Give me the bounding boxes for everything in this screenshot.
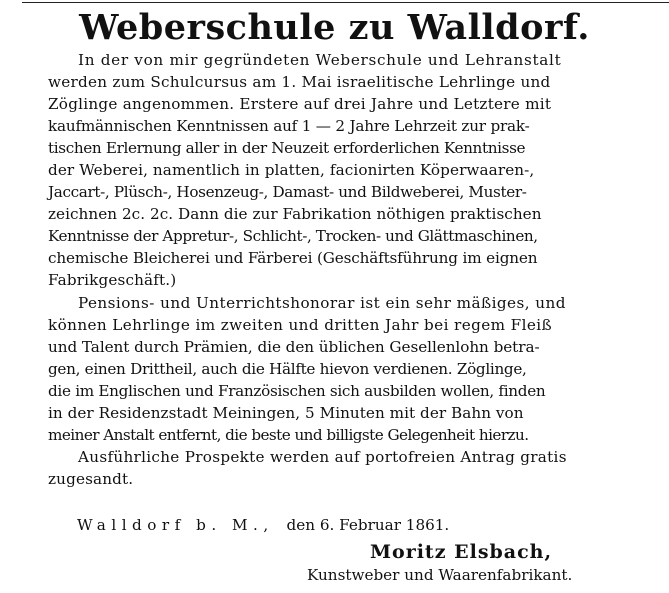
text-line: kaufmännischen Kenntnissen auf 1 — 2 Jahre Lehrzeit zur prak- (48, 117, 530, 135)
text-line: Pensions- und Unterrichtshonorar ist ein sehr mäßiges, und (78, 294, 566, 312)
top-rule (22, 2, 669, 3)
text-line: zugesandt. (48, 470, 134, 488)
text-line: Ausführliche Prospekte werden auf portofreien Antrag gratis (78, 448, 567, 466)
text-line: Fabrikgeschäft.) (48, 271, 177, 289)
date: den 6. Februar 1861. (286, 516, 450, 534)
text-line: Kenntnisse der Appretur-, Schlicht-, Trocken- und Glättmaschinen, (48, 227, 538, 245)
text-line: können Lehrlinge im zweiten und dritten Jahr bei regem Fleiß (48, 316, 553, 334)
signature-occupation: Kunstweber und Waarenfabrikant. (307, 566, 573, 584)
text-line: die im Englischen und Französischen sich ausbilden wollen, finden (48, 382, 546, 400)
date-line (77, 516, 449, 534)
text-line: Zöglinge angenommen. Erstere auf drei Jahre und Letztere mit (48, 95, 552, 113)
text-line: der Weberei, namentlich in platten, facionirten Köperwaaren-, (48, 161, 535, 179)
text-line: und Talent durch Prämien, die den üblichen Gesellenlohn betra- (48, 338, 540, 356)
signature-name: Moritz Elsbach, (370, 541, 553, 563)
text-line: in der Residenzstadt Meiningen, 5 Minuten mit der Bahn von (48, 404, 524, 422)
text-line: zeichnen 2c. 2c. Dann die zur Fabrikation nöthigen praktischen (48, 205, 542, 223)
ad-title: Weberschule zu Walldorf. (79, 7, 590, 48)
text-line: meiner Anstalt entfernt, die beste und billigste Gelegenheit hierzu. (48, 426, 529, 444)
text-line: tischen Erlernung aller in der Neuzeit erforderlichen Kenntnisse (48, 139, 526, 157)
text-line: werden zum Schulcursus am 1. Mai israelitische Lehrlinge und (48, 73, 551, 91)
text-line: In der von mir gegründeten Weberschule und Lehranstalt (78, 51, 562, 69)
text-line: Jaccart-, Plüsch-, Hosenzeug-, Damast- und Bildweberei, Muster- (48, 183, 527, 201)
text-line: chemische Bleicherei und Färberei (Geschäftsführung im eignen (48, 249, 538, 267)
text-line: gen, einen Drittheil, auch die Hälfte hievon verdienen. Zöglinge, (48, 360, 527, 378)
place: Walldorf b. M., (77, 516, 274, 534)
